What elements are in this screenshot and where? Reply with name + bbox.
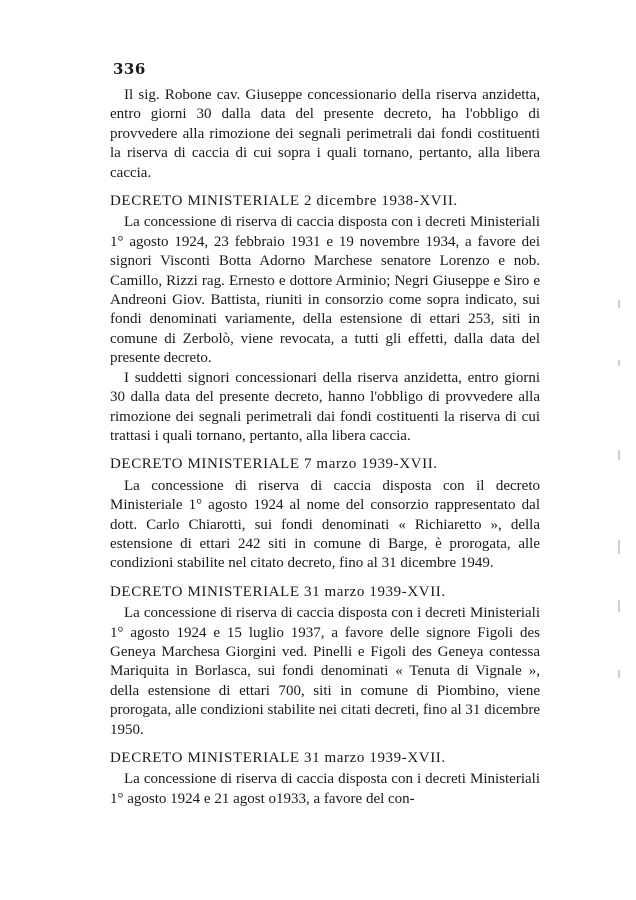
scan-margin-artifacts (618, 300, 628, 720)
margin-mark (618, 600, 620, 612)
decree-heading: DECRETO MINISTERIALE 2 dicembre 1938-XVII. (110, 193, 458, 210)
margin-mark (618, 360, 620, 366)
paragraph: La concessione di riserva di caccia disposta con il decreto Ministeriale 1° agosto 1924 al nome del consorzio rappresentato dal dott. Carlo Chiarotti, sui fondi denominati « Richiaretto », della estensione di ettari 242 siti in comune di Barge, è prorogata, alle condizioni stabilite nel citato decreto, fino al 31 dicembre 1949. (110, 477, 540, 572)
paragraph: Il sig. Robone cav. Giuseppe concessionario della riserva anzidetta, entro giorni 30 dalla data del presente decreto, ha l'obbligo di provvedere alla rimozione dei segnali perimetrali dai fondi costituenti la riserva di caccia di cui sopra i quali tornano, pertanto, alla libera caccia. (110, 87, 540, 181)
body-text (110, 86, 540, 809)
margin-mark (618, 540, 620, 554)
margin-mark (618, 300, 620, 308)
page-number: 336 (113, 60, 146, 78)
decree-heading: DECRETO MINISTERIALE 7 marzo 1939-XVII. (110, 456, 438, 473)
paragraph: La concessione di riserva di caccia disposta con i decreti Ministeriali 1° agosto 1924 e 15 luglio 1937, a favore delle signore Figoli des Geneya Marchesa Giorgini ved. Pinelli e Figoli des Geneya contessa Mariquita in Borlasca, sui fondi denominati « Tenuta di Vignale », della estensione di ettari 700, siti in comune di Piombino, viene prorogata, alle condizioni stabilite nei citati decreti, fino al 31 dicembre 1950. (110, 605, 540, 738)
paragraph: I suddetti signori concessionari della riserva anzidetta, entro giorni 30 dalla data del presente decreto, hanno l'obbligo di provvedere alla rimozione dei segnali perimetrali dai fondi costituenti la riserva di cui trattasi i quali tornano, pertanto, alla libera caccia. (110, 369, 540, 444)
decree-heading: DECRETO MINISTERIALE 31 marzo 1939-XVII. (110, 583, 446, 600)
paragraph: La concessione di riserva di caccia disposta con i decreti Ministeriali 1° agosto 1924, 23 febbraio 1931 e 19 novembre 1934, a favore dei signori Visconti Botta Adorno Marchese senatore Lorenzo e nob. Camillo, Rizzi rag. Ernesto e dottore Arminio; Negri Giuseppe e Siro e Andreoni Giov. Battista, riuniti in consorzio come sopra indicato, sui fondi denominati variamente, della estensione di ettari 253, siti in comune di Zerbolò, viene revocata, a tutti gli effetti, dalla data del presente decreto. (110, 214, 540, 367)
paragraph-continued: La concessione di riserva di caccia disposta con i decreti Ministeriali 1° agosto 1924 e 21 agost o1933, a favore del con- (110, 771, 540, 807)
decree-heading: DECRETO MINISTERIALE 31 marzo 1939-XVII. (110, 750, 446, 766)
margin-mark (618, 670, 620, 678)
margin-mark (618, 450, 620, 460)
